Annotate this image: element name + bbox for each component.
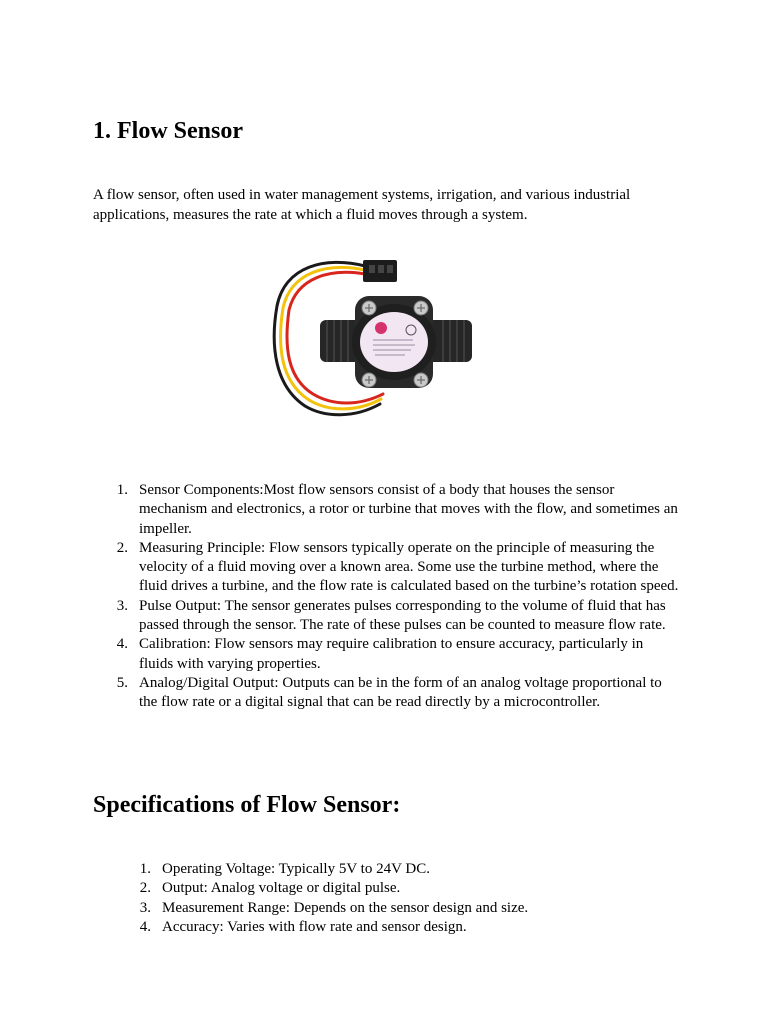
section-title-flow-sensor: 1. Flow Sensor <box>93 118 243 144</box>
list-item <box>116 635 679 674</box>
list-item-number: 1. <box>139 861 151 877</box>
list-item <box>139 899 682 918</box>
list-item <box>116 539 679 597</box>
list-item-text: Measurement Range: Depends on the sensor design and size. <box>162 899 529 916</box>
list-item-number: 4. <box>116 636 128 653</box>
list-item <box>116 481 679 539</box>
list-item-number: 1. <box>116 482 128 498</box>
connector <box>363 260 397 282</box>
components-list <box>116 481 679 713</box>
list-item-number: 3. <box>116 597 128 614</box>
list-item-text: Operating Voltage: Typically 5V to 24V DC. <box>162 861 430 877</box>
section-title-specifications: Specifications of Flow Sensor: <box>93 792 401 818</box>
list-item-text: Sensor Components:Most flow sensors consist of a body that houses the sensor mechanism and electronics, a rotor or turbine that moves with the flow, and sometimes an impeller. <box>139 482 678 537</box>
list-item-text: Accuracy: Varies with flow rate and sensor design. <box>162 918 467 935</box>
intro-paragraph: A flow sensor, often used in water management systems, irrigation, and various industrial applications, measures the rate at which a fluid moves through a system. <box>93 187 631 223</box>
specifications-list <box>139 860 682 937</box>
flow-sensor-image <box>265 236 479 436</box>
list-item <box>116 597 679 636</box>
list-item-text: Pulse Output: The sensor generates pulses corresponding to the volume of fluid that has passed through the sensor. The rate of these pulses can be counted to measure flow rate. <box>139 597 666 634</box>
list-item <box>139 860 682 879</box>
list-item-text: Analog/Digital Output: Outputs can be in the form of an analog voltage proportional to the flow rate or a digital signal that can be read directly by a microcontroller. <box>139 674 662 711</box>
list-item <box>139 879 682 898</box>
list-item-number: 3. <box>139 899 151 916</box>
list-item <box>139 918 682 937</box>
list-item-number: 4. <box>139 918 151 935</box>
sensor-label <box>360 312 428 372</box>
list-item-number: 2. <box>139 880 151 897</box>
list-item-text: Calibration: Flow sensors may require calibration to ensure accuracy, particularly in fluids with varying properties. <box>139 636 644 672</box>
list-item-number: 5. <box>116 674 128 691</box>
list-item <box>116 674 679 713</box>
list-item-text: Output: Analog voltage or digital pulse. <box>162 880 401 897</box>
list-item-text: Measuring Principle: Flow sensors typically operate on the principle of measuring the velocity of a fluid moving over a known area. Some use the turbine method, where the fluid drives a turbine, and the flow rate is calculated based on the turbine’s rotation speed. <box>139 539 679 595</box>
list-item-number: 2. <box>116 539 128 556</box>
